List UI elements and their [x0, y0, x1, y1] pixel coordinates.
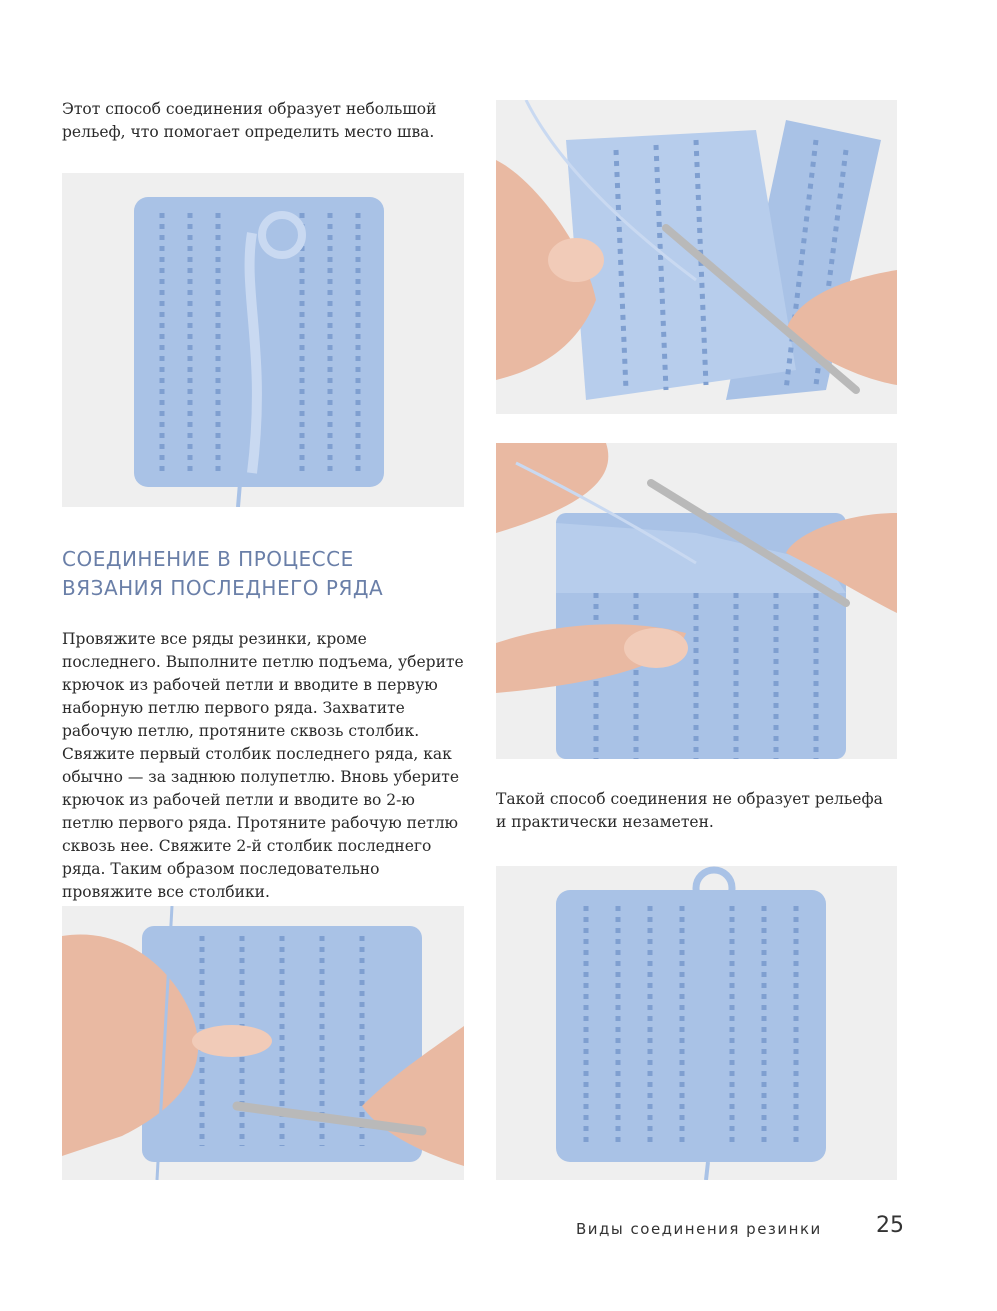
- photo-step-fold-hook: [496, 100, 897, 414]
- body-text: Провяжите все ряды резинки, кроме последнего. Выполните петлю подъема, уберите крючок из рабочей петли и вводите в первую наборную петлю первого ряда. Захватите рабочую петлю, протяните сквозь столбик. Свяжите первый столбик последнего ряда, как обычно — за заднюю полупетлю. Вновь уберите крючок из рабочей петли и вводите во 2-ю петлю первого ряда. Протяните рабочую петлю сквозь нее. Свяжите 2-й столбик последнего ряда. Таким образом последовательно провяжите все столбики.: [62, 630, 464, 901]
- caption-text: Такой способ соединения не образует рельефа и практически незаметен.: [496, 790, 883, 831]
- photo-finished-invisible-seam: [496, 866, 897, 1180]
- footer-section-title: Виды соединения резинки: [576, 1220, 822, 1238]
- photo-step-joining: [496, 443, 897, 759]
- photo-step-hook-hands: [62, 906, 464, 1180]
- page-number: 25: [876, 1213, 904, 1238]
- section-heading: СОЕДИНЕНИЕ В ПРОЦЕССЕ ВЯЗАНИЯ ПОСЛЕДНЕГО РЯДА: [62, 547, 384, 600]
- intro-text: Этот способ соединения образует небольшой рельеф, что помогает определить место шва.: [62, 100, 437, 141]
- photo-finished-seam-sample: [62, 173, 464, 507]
